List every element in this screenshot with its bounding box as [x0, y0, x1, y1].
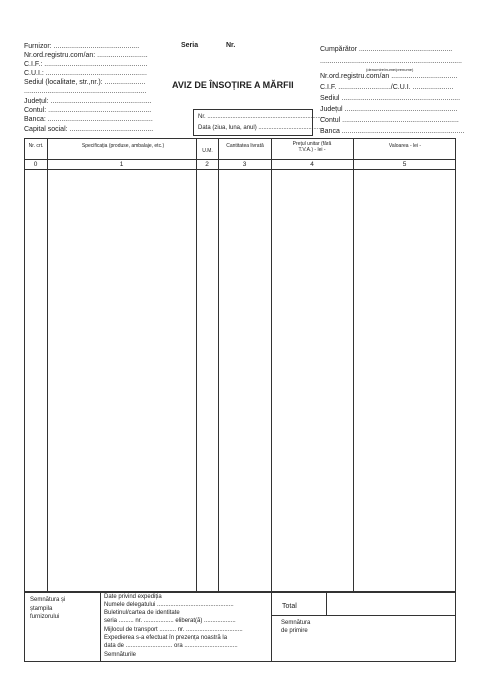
col-divider-4 — [271, 138, 272, 592]
receipt-signature-line-1: Semnătura — [281, 620, 311, 626]
goods-table — [24, 138, 456, 592]
id-card-label: Buletinul/cartea de identitate — [104, 610, 180, 616]
nr-label: Nr. — [226, 42, 236, 49]
col-num-1: 1 — [119, 161, 124, 168]
buyer-nr-ord-field[interactable]: Nr.ord.registru.com/an .................................. — [320, 73, 458, 80]
col-header-specificatia: Specificația (produse, ambalaje, etc.) — [81, 143, 165, 149]
box-data-field[interactable]: Data (ziua, luna, anul) ....................................... — [198, 125, 324, 131]
cif-field[interactable]: C.I.F.: ..................................................... — [24, 61, 148, 68]
buyer-sediul-field[interactable]: Sediul ............................................................. — [320, 95, 461, 102]
total-label: Total — [282, 603, 297, 610]
buyer-contul-field[interactable]: Contul ............................................................ — [320, 117, 459, 124]
receipt-signature-line-2: de primire — [281, 628, 308, 634]
table-header-divider — [24, 159, 456, 160]
expeditie-title: Date privind expediția — [104, 594, 162, 600]
cumparator-line2-field[interactable]: ......................................................................... — [320, 58, 462, 65]
signature-line-3: furnizorului — [30, 614, 60, 620]
furnizor-field[interactable]: Furnizor: ............................................ — [24, 43, 140, 50]
signature-line-1: Semnătura și — [30, 597, 66, 603]
col-num-0: 0 — [33, 161, 38, 168]
col-divider-2 — [196, 138, 197, 592]
footer-divider-1 — [100, 592, 101, 662]
cui-field[interactable]: C.U.I.: .................................................... — [24, 70, 147, 77]
contul-field[interactable]: Contul: ..................................................... — [24, 107, 152, 114]
sediul-continuation-field[interactable]: ............................................................... — [24, 88, 147, 95]
cumparator-note: (denumire/nume/prenume) — [366, 67, 414, 72]
cumparator-field[interactable]: Cumpărător ................................................ — [320, 46, 453, 53]
col-divider-5 — [353, 138, 354, 592]
expedition-date-time-field[interactable]: data de ............................ ora ................................ — [104, 643, 238, 649]
signature-line-2: ștampila — [30, 606, 53, 612]
footer-divider-2 — [271, 592, 272, 662]
col-num-3: 3 — [242, 161, 247, 168]
table-number-row-divider — [24, 169, 456, 170]
nr-ord-registru-field[interactable]: Nr.ord.registru.com/an: .......................... — [24, 52, 148, 59]
col-header-nr-crt: Nr. crt. — [28, 143, 44, 149]
box-nr-field[interactable]: Nr. ....................................................................... — [198, 114, 326, 120]
col-divider-3 — [218, 138, 219, 592]
sediul-field[interactable]: Sediul (localitate, str.,nr.): ..................... — [24, 79, 146, 86]
delegat-name-field[interactable]: Numele delegatului .............................................. — [104, 602, 234, 608]
seria-label: Seria — [181, 42, 199, 49]
col-header-valoarea: Valoarea - lei - — [388, 143, 422, 149]
col-num-4: 4 — [310, 161, 314, 168]
footer-total-divider — [271, 615, 456, 616]
col-num-2: 2 — [205, 161, 209, 168]
banca-field[interactable]: Banca: ...................................................... — [24, 116, 153, 123]
footer-divider-total — [326, 592, 327, 615]
capital-social-field[interactable]: Capital social: ........................................... — [24, 126, 154, 133]
col-header-um: U.M. — [202, 148, 213, 154]
document-title: AVIZ DE ÎNSOȚIRE A MĂRFII — [172, 80, 294, 90]
col-header-pretul: Prețul unitar (fără T.V.A.) - lei - — [292, 141, 332, 153]
judetul-field[interactable]: Județul: .................................................... — [24, 98, 152, 105]
buyer-cif-cui-field[interactable]: C.I.F. .........................../C.U.I. ..................... — [320, 84, 454, 91]
buyer-judetul-field[interactable]: Județul .......................................................... — [320, 106, 458, 113]
buyer-banca-field[interactable]: Banca ............................................................... — [320, 128, 465, 135]
expedition-presence-label: Expedierea s-a efectuat în prezența noastră la — [104, 635, 228, 641]
col-num-5: 5 — [402, 161, 407, 168]
id-serie-field[interactable]: seria ......... nr. .................. eliberat(ă) ................... — [104, 618, 236, 624]
col-header-cantitatea: Cantitatea livrată — [226, 143, 264, 149]
nr-data-box — [193, 109, 326, 136]
col-divider-1 — [47, 138, 48, 592]
semnaturile-label: Semnăturile — [104, 652, 137, 658]
transport-field[interactable]: Mijlocul de transport .......... nr. .................................. — [104, 627, 243, 633]
